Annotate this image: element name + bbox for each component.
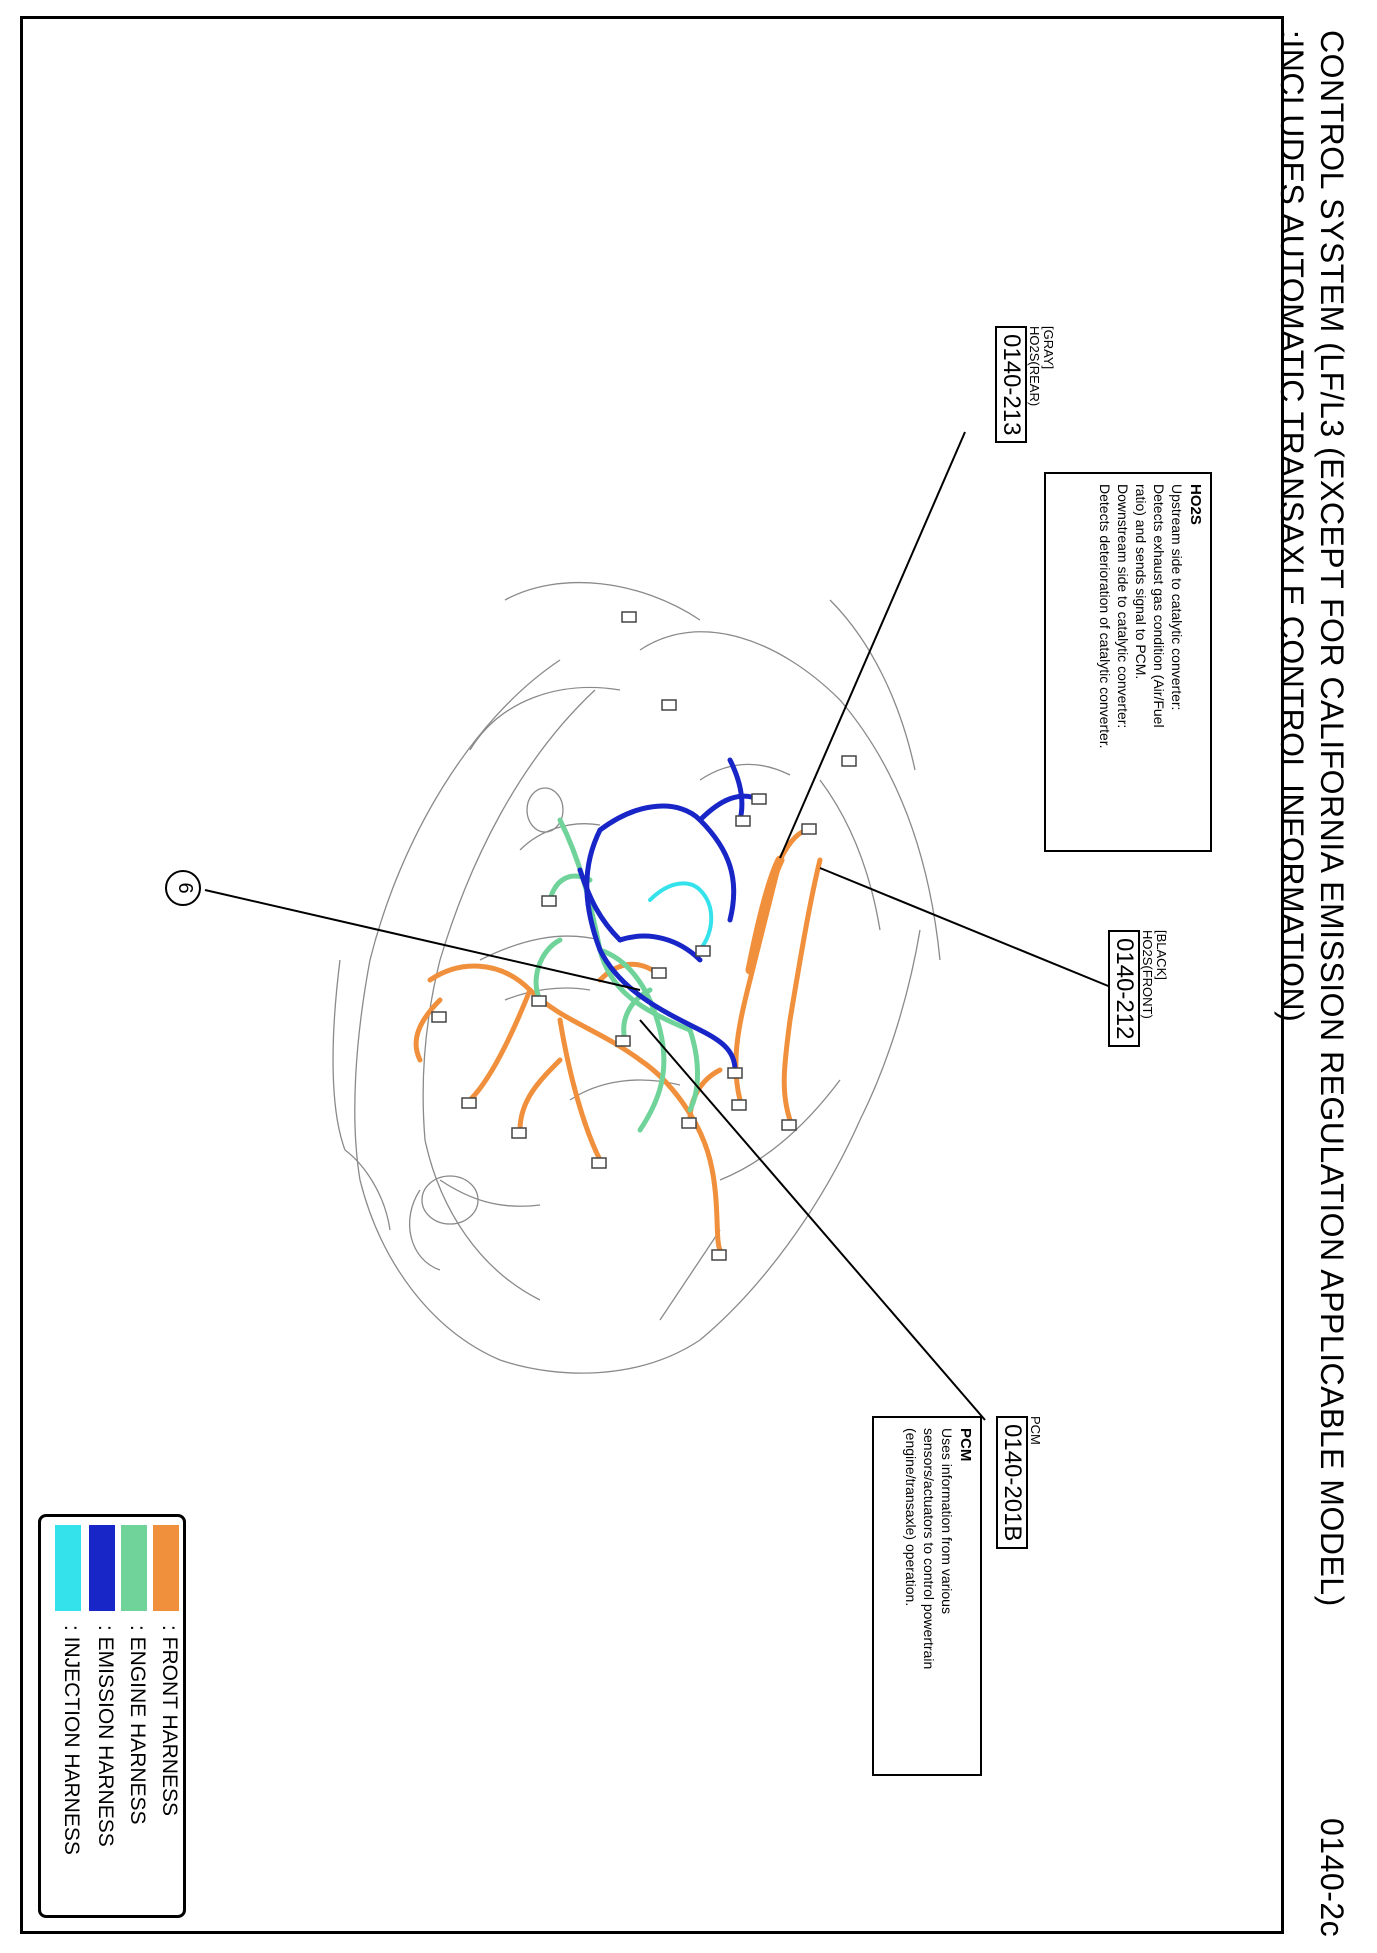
green-swatch-icon [121,1525,147,1611]
blue-swatch-icon [89,1525,115,1611]
ho2s-description-line: Downstream side to catalytic converter: [1115,484,1131,729]
ho2s-description-line: Upstream side to catalytic converter: [1169,484,1185,711]
ho2s-front-name: HO2S(FRONT) [1140,930,1155,1019]
ho2s-description-line: ratio) and sends signal to PCM. [1133,484,1149,680]
ho2s-rear-code: 0140-213 [995,326,1027,443]
ho2s-description-line: Detects exhaust gas condition (Air/Fuel [1151,484,1167,728]
pcm-description-line: Uses information from various [939,1428,955,1614]
legend-label-emission: : EMISSION HARNESS [94,1625,117,1847]
ho2s-front-code: 0140-212 [1108,930,1140,1047]
legend-label-front: : FRONT HARNESS [158,1625,181,1816]
ho2s-description-line: Detects deterioration of catalytic converter. [1097,484,1113,749]
ho2s-rear-name: HO2S(REAR) [1027,326,1042,407]
orange-swatch-icon [153,1525,179,1611]
pcm-description-line: (engine/transaxle) operation. [903,1428,919,1607]
pcm-description-line: sensors/actuators to control powertrain [921,1428,937,1670]
legend-label-injection: : INJECTION HARNESS [60,1625,83,1855]
title-line-1: CONTROL SYSTEM (LF/L3 (EXCEPT FOR CALIFORNIA EMISSION REGULATION APPLICABLE MODEL) [1314,30,1350,1607]
title-line-2: :INCLUDES AUTOMATIC TRANSAXLE CONTROL INFORMATION) [1274,30,1310,1023]
legend-item-engine [121,1525,147,1911]
ho2s-description-heading: HO2S [1187,484,1204,525]
legend-item-emission [89,1525,115,1911]
callout-pcm [996,1416,1042,1549]
callout-ho2s-rear [995,326,1055,443]
pcm-callout-name: PCM [1028,1416,1043,1445]
page-id: 0140-2c [1314,1818,1350,1938]
harness-legend [38,1514,186,1918]
ho2s-rear-color: [GRAY] [1041,326,1056,370]
pcm-description-heading: PCM [957,1428,974,1462]
ho2s-description [1044,472,1212,852]
pcm-description [872,1416,982,1776]
callout-ho2s-front [1108,930,1168,1047]
ho2s-front-color: [BLACK] [1154,930,1169,980]
cyan-swatch-icon [55,1525,81,1611]
legend-label-engine: : ENGINE HARNESS [126,1625,149,1825]
ground-point-number: 6 [174,882,196,894]
leader-lines [205,432,1118,1420]
pcm-code: 0140-201B [996,1416,1028,1549]
legend-item-injection [55,1525,81,1911]
legend-item-front [153,1525,179,1911]
